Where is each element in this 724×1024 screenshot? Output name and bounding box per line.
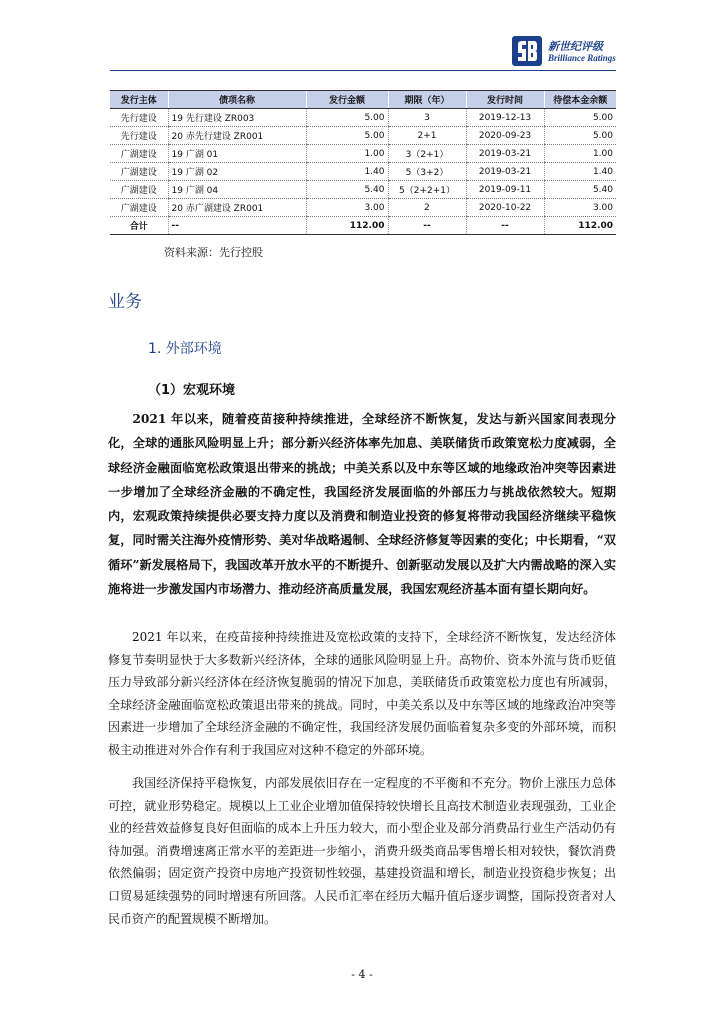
source-note: 资料来源：先行控股 <box>164 246 263 259</box>
cell-outstanding: 5.00 <box>544 127 616 145</box>
section-heading-macro: （1）宏观环境 <box>148 383 236 398</box>
brand-name-en: Brilliance Ratings <box>548 53 616 63</box>
table-row <box>110 127 616 145</box>
header-rule <box>110 70 616 71</box>
cell-outstanding: 3.00 <box>544 199 616 217</box>
cell-amount: 5.40 <box>306 181 388 199</box>
cell-issuer: 广湖建设 <box>110 181 168 199</box>
section-heading-external: 1. 外部环境 <box>148 341 222 357</box>
cell-issue-date: 2019-03-21 <box>466 145 544 163</box>
section-heading-business: 业务 <box>108 292 142 312</box>
cell-outstanding: 1.40 <box>544 163 616 181</box>
table-row <box>110 181 616 199</box>
cell-issuer: 广湖建设 <box>110 199 168 217</box>
table-row <box>110 145 616 163</box>
cell-issuer: 先行建设 <box>110 109 168 127</box>
cell-issue-date: 2020-09-23 <box>466 127 544 145</box>
table-row <box>110 109 616 127</box>
body-paragraph-domestic: 我国经济保持平稳恢复，内部发展依旧存在一定程度的不平衡和不充分。物价上涨压力总体可控，就业形势稳定。规模以上工业企业增加值保持较快增长且高技术制造业表现强劲，工业企业的经营效益修复良好但面临的成本上升压力较大，而小型企业及部分消费品行业生产活动仍有待加强。消费增速离正常水平的差距进一步缩小，消费升级类商品零售增长相对较快，餐饮消费依然偏弱；固定资产投资中房地产投资韧性较强，基建投资温和增长，制造业投资稳步恢复；出口贸易延续强势的同时增速有所回落。人民币汇率在经历大幅升值后逐步调整，国际投资者对人民币资产的配置规模不断增加。 <box>108 776 616 926</box>
cell-bond-name: 19 广湖 04 <box>168 181 306 199</box>
bond-table <box>110 90 616 235</box>
cell-term: 5（2+2+1） <box>388 181 466 199</box>
cell-amount: 5.00 <box>306 127 388 145</box>
cell-outstanding: 1.00 <box>544 145 616 163</box>
table-header-row <box>110 91 616 109</box>
col-header-outstanding: 待偿本金余额 <box>544 91 616 109</box>
cell-bond-name: 20 赤广湖建设 ZR001 <box>168 199 306 217</box>
col-header-term: 期限（年） <box>388 91 466 109</box>
table-total-row <box>110 217 616 235</box>
cell-term: 3（2+1） <box>388 145 466 163</box>
cell-bond-name: 19 广湖 01 <box>168 145 306 163</box>
table-row <box>110 199 616 217</box>
cell-total-amount: 112.00 <box>306 217 388 235</box>
cell-term: 2 <box>388 199 466 217</box>
cell-issuer: 先行建设 <box>110 127 168 145</box>
col-header-amount: 发行金额 <box>306 91 388 109</box>
cell-bond-name: 19 先行建设 ZR003 <box>168 109 306 127</box>
cell-term: 3 <box>388 109 466 127</box>
cell-total-outstanding: 112.00 <box>544 217 616 235</box>
cell-total-bond-name: -- <box>168 217 306 235</box>
cell-bond-name: 20 赤先行建设 ZR001 <box>168 127 306 145</box>
cell-amount: 1.40 <box>306 163 388 181</box>
cell-amount: 5.00 <box>306 109 388 127</box>
cell-issuer: 广湖建设 <box>110 163 168 181</box>
body-paragraph-global: 2021 年以来，在疫苗接种持续推进及宽松政策的支持下，全球经济不断恢复，发达经济体修复节奏明显快于大多数新兴经济体，全球的通胀风险明显上升。高物价、资本外流与货币贬值压力导致部分新兴经济体在经济恢复脆弱的情况下加息，美联储货币政策宽松力度也有所减弱，全球经济金融面临宽松政策退出带来的挑战。同时，中美关系以及中东等区域的地缘政治冲突等因素进一步增加了全球经济金融的不确定性，我国经济发展仍面临着复杂多变的外部环境，而积极主动推进对外合作有利于我国应对这种不稳定的外部环境。 <box>108 630 616 757</box>
cell-total-label: 合计 <box>110 217 168 235</box>
cell-outstanding: 5.40 <box>544 181 616 199</box>
cell-term: 2+1 <box>388 127 466 145</box>
cell-amount: 1.00 <box>306 145 388 163</box>
cell-total-term: -- <box>388 217 466 235</box>
cell-term: 5（3+2） <box>388 163 466 181</box>
summary-paragraph: 2021 年以来，随着疫苗接种持续推进，全球经济不断恢复，发达与新兴国家间表现分化，全球的通胀风险明显上升；部分新兴经济体率先加息、美联储货币政策宽松力度减弱，全球经济金融面临宽松政策退出带来的挑战；中美关系以及中东等区域的地缘政治冲突等因素进一步增加了全球经济金融的不确定性，我国经济发展面临的外部压力与挑战依然较大。短期内，宏观政策持续提供必要支持力度以及消费和制造业投资的修复将带动我国经济继续平稳恢复，同时需关注海外疫情形势、美对华战略遏制、全球经济修复等因素的变化；中长期看，“双循环”新发展格局下，我国改革开放水平的不断提升、创新驱动发展以及扩大内需战略的深入实施将进一步激发国内市场潜力、推动经济高质量发展，我国宏观经济基本面有望长期向好。 <box>108 412 616 597</box>
cell-total-issue-date: -- <box>466 217 544 235</box>
brand-logo-icon <box>512 36 542 66</box>
cell-issue-date: 2019-12-13 <box>466 109 544 127</box>
col-header-issuer: 发行主体 <box>110 91 168 109</box>
cell-amount: 3.00 <box>306 199 388 217</box>
cell-issue-date: 2020-10-22 <box>466 199 544 217</box>
col-header-bond-name: 债项名称 <box>168 91 306 109</box>
cell-issuer: 广湖建设 <box>110 145 168 163</box>
cell-issue-date: 2019-09-11 <box>466 181 544 199</box>
brand-logo <box>512 36 622 70</box>
page-number: - 4 - <box>351 968 373 981</box>
cell-issue-date: 2019-03-21 <box>466 163 544 181</box>
col-header-issue-date: 发行时间 <box>466 91 544 109</box>
brand-name-cn: 新世纪评级 <box>548 40 603 53</box>
cell-outstanding: 5.00 <box>544 109 616 127</box>
cell-bond-name: 19 广湖 02 <box>168 163 306 181</box>
table-row <box>110 163 616 181</box>
